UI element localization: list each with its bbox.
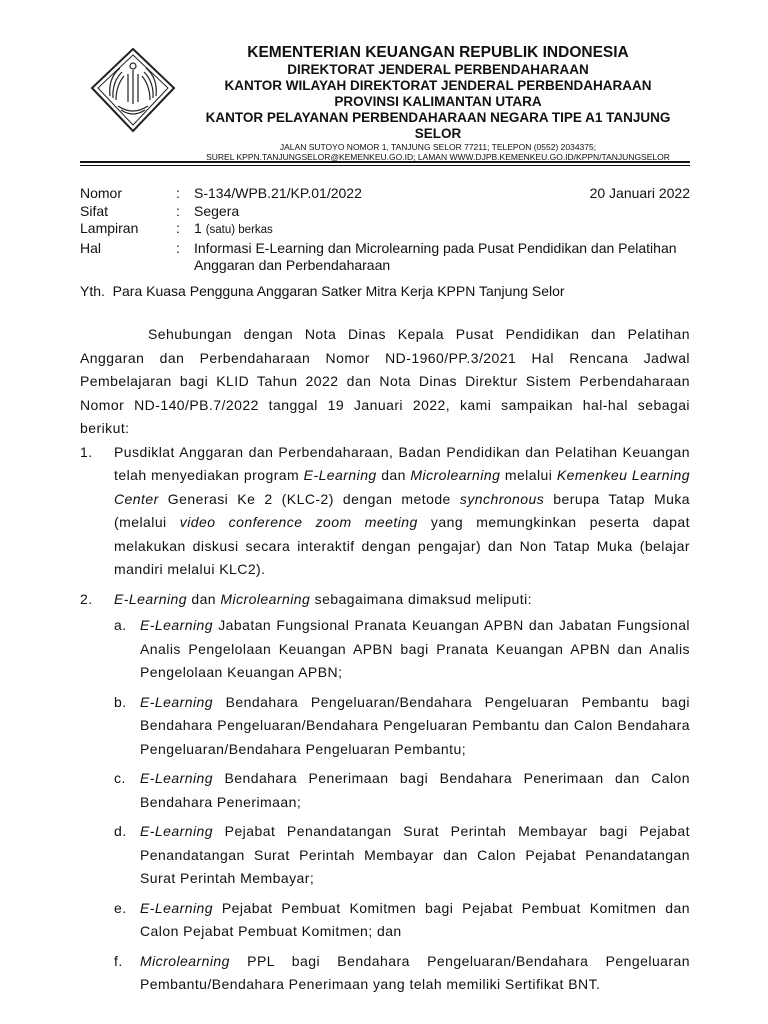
sub-list bbox=[114, 614, 690, 997]
colon: : bbox=[176, 202, 180, 219]
header-rule-thin bbox=[80, 165, 690, 166]
item-number: 2. bbox=[80, 590, 93, 607]
nomor-value: S-134/WPB.21/KP.01/2022 bbox=[194, 185, 362, 201]
ministry-name: KEMENTERIAN KEUANGAN REPUBLIK INDONESIA bbox=[247, 44, 629, 61]
letter-date: 20 Januari 2022 bbox=[589, 185, 690, 201]
sifat-label: Sifat bbox=[80, 202, 109, 219]
sub-item-f: f. Microlearning PPL bagi Bendahara Pengeluaran/Bendahara Pengeluaran Pembantu/Bendahara Penerimaan yang telah memiliki Sertifikat BNT. bbox=[114, 952, 690, 992]
hal-line2: Anggaran dan Perbendaharaan bbox=[194, 257, 391, 273]
hal-label: Hal bbox=[80, 239, 102, 256]
list-item-1 bbox=[80, 441, 690, 582]
letter-meta bbox=[80, 185, 690, 275]
colon: : bbox=[176, 220, 180, 236]
meta-row-nomor bbox=[80, 185, 690, 203]
intro-paragraph: Sehubungan dengan Nota Dinas Kepala Pusat Pendidikan dan Pelatihan Anggaran dan Perbendaharaan Nomor ND-1960/PP.3/2021 Hal Rencana Jadwal Pembelajaran bagi KLID Tahun 2022 dan Nota Dinas Direktur Sistem Perbendaharaan Nomor ND-140/PB.7/2022 tanggal 19 Januari 2022, kami sampaikan hal-hal sebagai berikut: bbox=[80, 326, 690, 436]
sub-item-c: c. E-Learning Bendahara Penerimaan bagi Bendahara Penerimaan dan Calon Bendahara Penerimaan; bbox=[114, 770, 690, 810]
lampiran-label: Lampiran bbox=[80, 220, 139, 236]
colon: : bbox=[176, 185, 180, 201]
sub-item-a: a. E-Learning Jabatan Fungsional Pranata Keuangan APBN dan Jabatan Fungsional Analis Pengelolaan Keuangan APBN bagi Pranata Keuangan APBN dan Analis Pengelolaan Keuangan APBN; bbox=[114, 617, 690, 680]
regional-office-name: KANTOR WILAYAH DIREKTORAT JENDERAL PERBENDAHARAAN bbox=[224, 78, 652, 93]
addressee: Yth. Para Kuasa Pengguna Anggaran Satker Mitra Kerja KPPN Tanjung Selor bbox=[80, 283, 565, 299]
sub-item-d: d. E-Learning Pejabat Penandatangan Surat Perintah Membayar bagi Pejabat Penandatangan Surat Perintah Membayar dan Calon Pejabat Penandatangan Surat Perintah Membayar; bbox=[114, 823, 690, 886]
hal-line1: Informasi E-Learning dan Microlearning pada Pusat Pendidikan dan Pelatihan bbox=[194, 239, 677, 256]
colon: : bbox=[176, 239, 180, 256]
kemenkeu-logo-icon bbox=[88, 46, 178, 134]
kppn-name-line2: SELOR bbox=[414, 126, 462, 141]
letter-body bbox=[80, 323, 690, 997]
office-address: JALAN SUTOYO NOMOR 1, TANJUNG SELOR 77211; TELEPON (0552) 2034375; bbox=[279, 142, 597, 152]
meta-row-hal bbox=[80, 240, 690, 275]
sub-item-b: b. E-Learning Bendahara Pengeluaran/Bendahara Pengeluaran Pembantu bagi Bendahara Pengeluaran/Bendahara Pengeluaran Pembantu dan Calon Bendahara Pengeluaran/Bendahara Pengeluaran Pembantu; bbox=[114, 693, 690, 757]
sifat-value: Segera bbox=[194, 202, 240, 219]
nomor-label: Nomor bbox=[80, 185, 123, 201]
office-contact: SUREL KPPN.TANJUNGSELOR@KEMENKEU.GO.ID; LAMAN WWW.DJPB.KEMENKEU.GO.ID/KPPN/TANJUNGSELOR bbox=[206, 152, 670, 162]
meta-row-sifat bbox=[80, 203, 690, 221]
sub-item-e: e. E-Learning Pejabat Pembuat Komitmen bagi Pejabat Pembuat Komitmen dan Calon Pejabat Pembuat Komitmen; dan bbox=[114, 899, 690, 939]
item-text: E-Learning dan Microlearning sebagaimana dimaksud meliputi: bbox=[114, 590, 533, 607]
lampiran-unit: (satu) berkas bbox=[205, 224, 273, 236]
directorate-name: DIREKTORAT JENDERAL PERBENDAHARAAN bbox=[287, 62, 589, 77]
letterhead bbox=[186, 44, 690, 162]
lampiran-count: 1 bbox=[194, 220, 202, 236]
header-rule-thick bbox=[80, 161, 690, 163]
list-item-2 bbox=[80, 588, 690, 612]
item-text: Pusdiklat Anggaran dan Perbendaharaan, Badan Pendidikan dan Pelatihan Keuangan telah menyediakan program E-Learning dan Microlearning melalui Kemenkeu Learning Center Generasi Ke 2 (KLC-2) dengan metode synchronous berupa Tatap Muka (melalui video conference zoom meeting yang memungkinkan peserta dapat melakukan diskusi secara interaktif dengan pengajar) dan Non Tatap Muka (belajar mandiri melalui KLC2). bbox=[114, 443, 691, 577]
meta-row-lampiran bbox=[80, 220, 690, 240]
kppn-name-line1: KANTOR PELAYANAN PERBENDAHARAAN NEGARA TIPE A1 TANJUNG bbox=[205, 110, 671, 125]
province-name: PROVINSI KALIMANTAN UTARA bbox=[334, 94, 542, 109]
item-number: 1. bbox=[80, 443, 93, 460]
